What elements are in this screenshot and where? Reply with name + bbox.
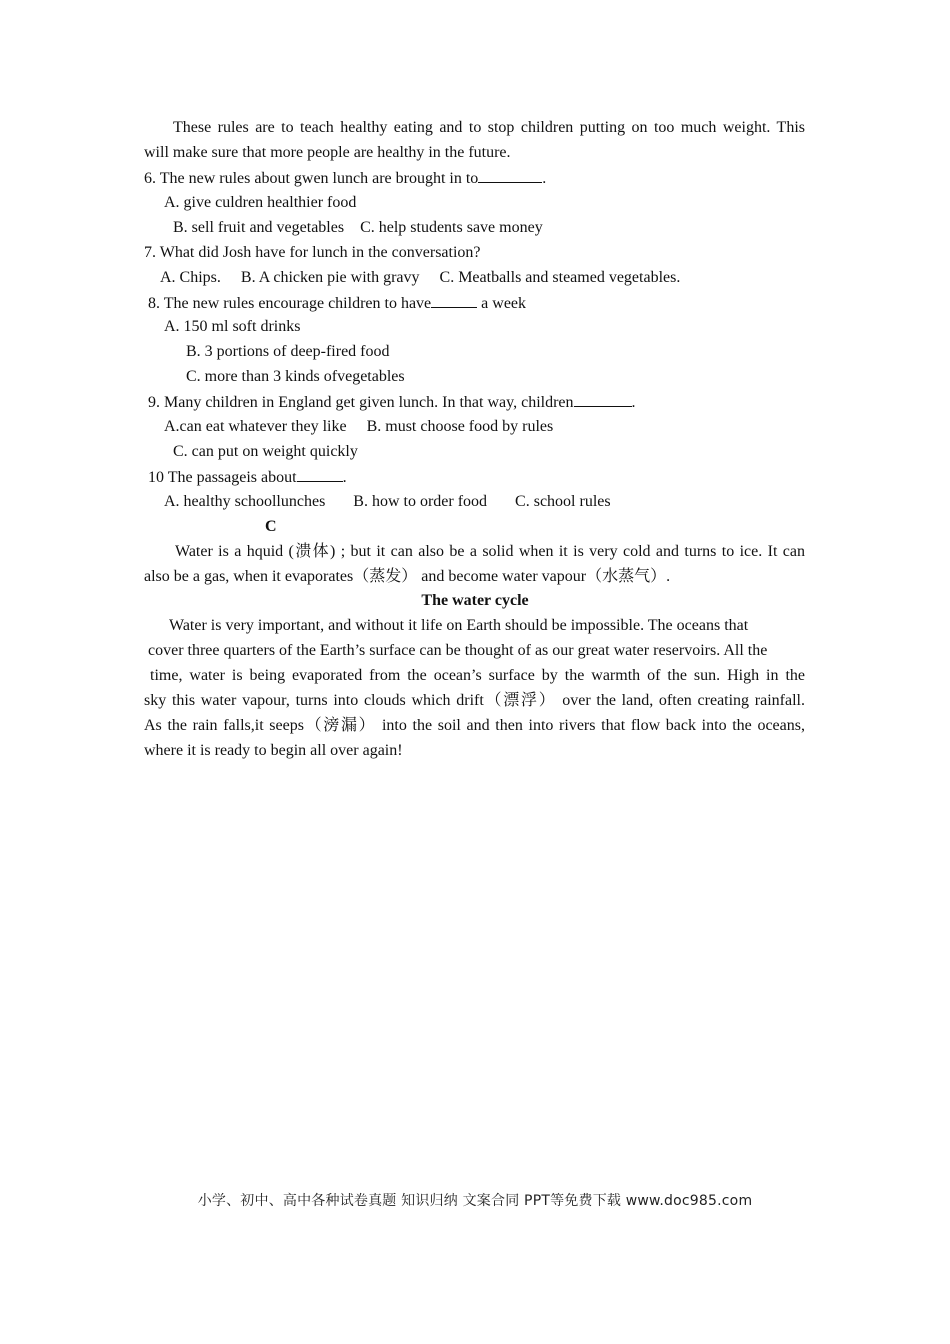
answer-blank xyxy=(431,293,477,308)
question-7-stem: 7. What did Josh have for lunch in the conversation? xyxy=(144,244,481,261)
answer-blank xyxy=(297,467,343,482)
section-intro-line: Water is a hquid (溃体) ; but it can also be a solid when it is very cold and turns to ice. It can xyxy=(175,543,805,560)
passage-body-line: where it is ready to begin all over again! xyxy=(144,742,403,759)
passage-paragraph-line: These rules are to teach healthy eating and to stop children putting on too much weight. This xyxy=(173,119,805,136)
question-6-stem xyxy=(144,168,546,189)
question-stem-text: 9. Many children in England get given lunch. In that way, children xyxy=(148,394,574,411)
question-9-options-ab: A.can eat whatever they like B. must choose food by rules xyxy=(164,418,554,435)
question-8-stem xyxy=(148,293,526,314)
question-10-stem xyxy=(148,467,347,488)
question-stem-text: a week xyxy=(477,295,527,312)
page-footer: 小学、初中、高中各种试卷真题 知识归纳 文案合同 PPT等免费下载 www.doc985.com xyxy=(197,1193,753,1209)
question-10-options: A. healthy schoollunches B. how to order food C. school rules xyxy=(164,493,611,510)
question-6-option-a: A. give culdren healthier food xyxy=(164,194,357,211)
question-8-option-c: C. more than 3 kinds ofvegetables xyxy=(186,368,405,385)
question-stem-text: 10 The passageis about xyxy=(148,469,297,486)
question-stem-text: 6. The new rules about gwen lunch are brought in to xyxy=(144,170,479,187)
passage-title: The water cycle xyxy=(421,592,529,609)
passage-body-line: cover three quarters of the Earth’s surface can be thought of as our great water reservoirs. All the xyxy=(148,642,768,659)
passage-paragraph-line: will make sure that more people are healthy in the future. xyxy=(144,144,511,161)
passage-body-line: time, water is being evaporated from the ocean’s surface by the warmth of the sun. High in the xyxy=(150,667,805,684)
answer-blank xyxy=(478,168,542,183)
question-9-option-c: C. can put on weight quickly xyxy=(173,443,358,460)
passage-body-line: sky this water vapour, turns into clouds which drift（漂浮） over the land, often creating rainfall. xyxy=(144,692,805,709)
passage-body-line: Water is very important, and without it life on Earth should be impossible. The oceans that xyxy=(169,617,749,634)
question-8-option-a: A. 150 ml soft drinks xyxy=(164,318,301,335)
question-stem-text: . xyxy=(542,170,547,187)
question-7-options: A. Chips. B. A chicken pie with gravy C. Meatballs and steamed vegetables. xyxy=(160,269,681,286)
section-label: C xyxy=(265,518,277,535)
answer-blank xyxy=(574,392,632,407)
question-stem-text: 8. The new rules encourage children to have xyxy=(148,295,432,312)
question-9-stem xyxy=(148,392,636,413)
question-8-option-b: B. 3 portions of deep-fired food xyxy=(186,343,390,360)
question-6-options-bc: B. sell fruit and vegetables C. help students save money xyxy=(173,219,543,236)
section-intro-line: also be a gas, when it evaporates（蒸发） and become water vapour（水蒸气）. xyxy=(144,568,671,585)
question-stem-text: . xyxy=(342,469,347,486)
question-stem-text: . xyxy=(631,394,636,411)
passage-body-line: As the rain falls,it seeps（滂漏） into the soil and then into rivers that flow back into the oceans, xyxy=(144,717,805,734)
